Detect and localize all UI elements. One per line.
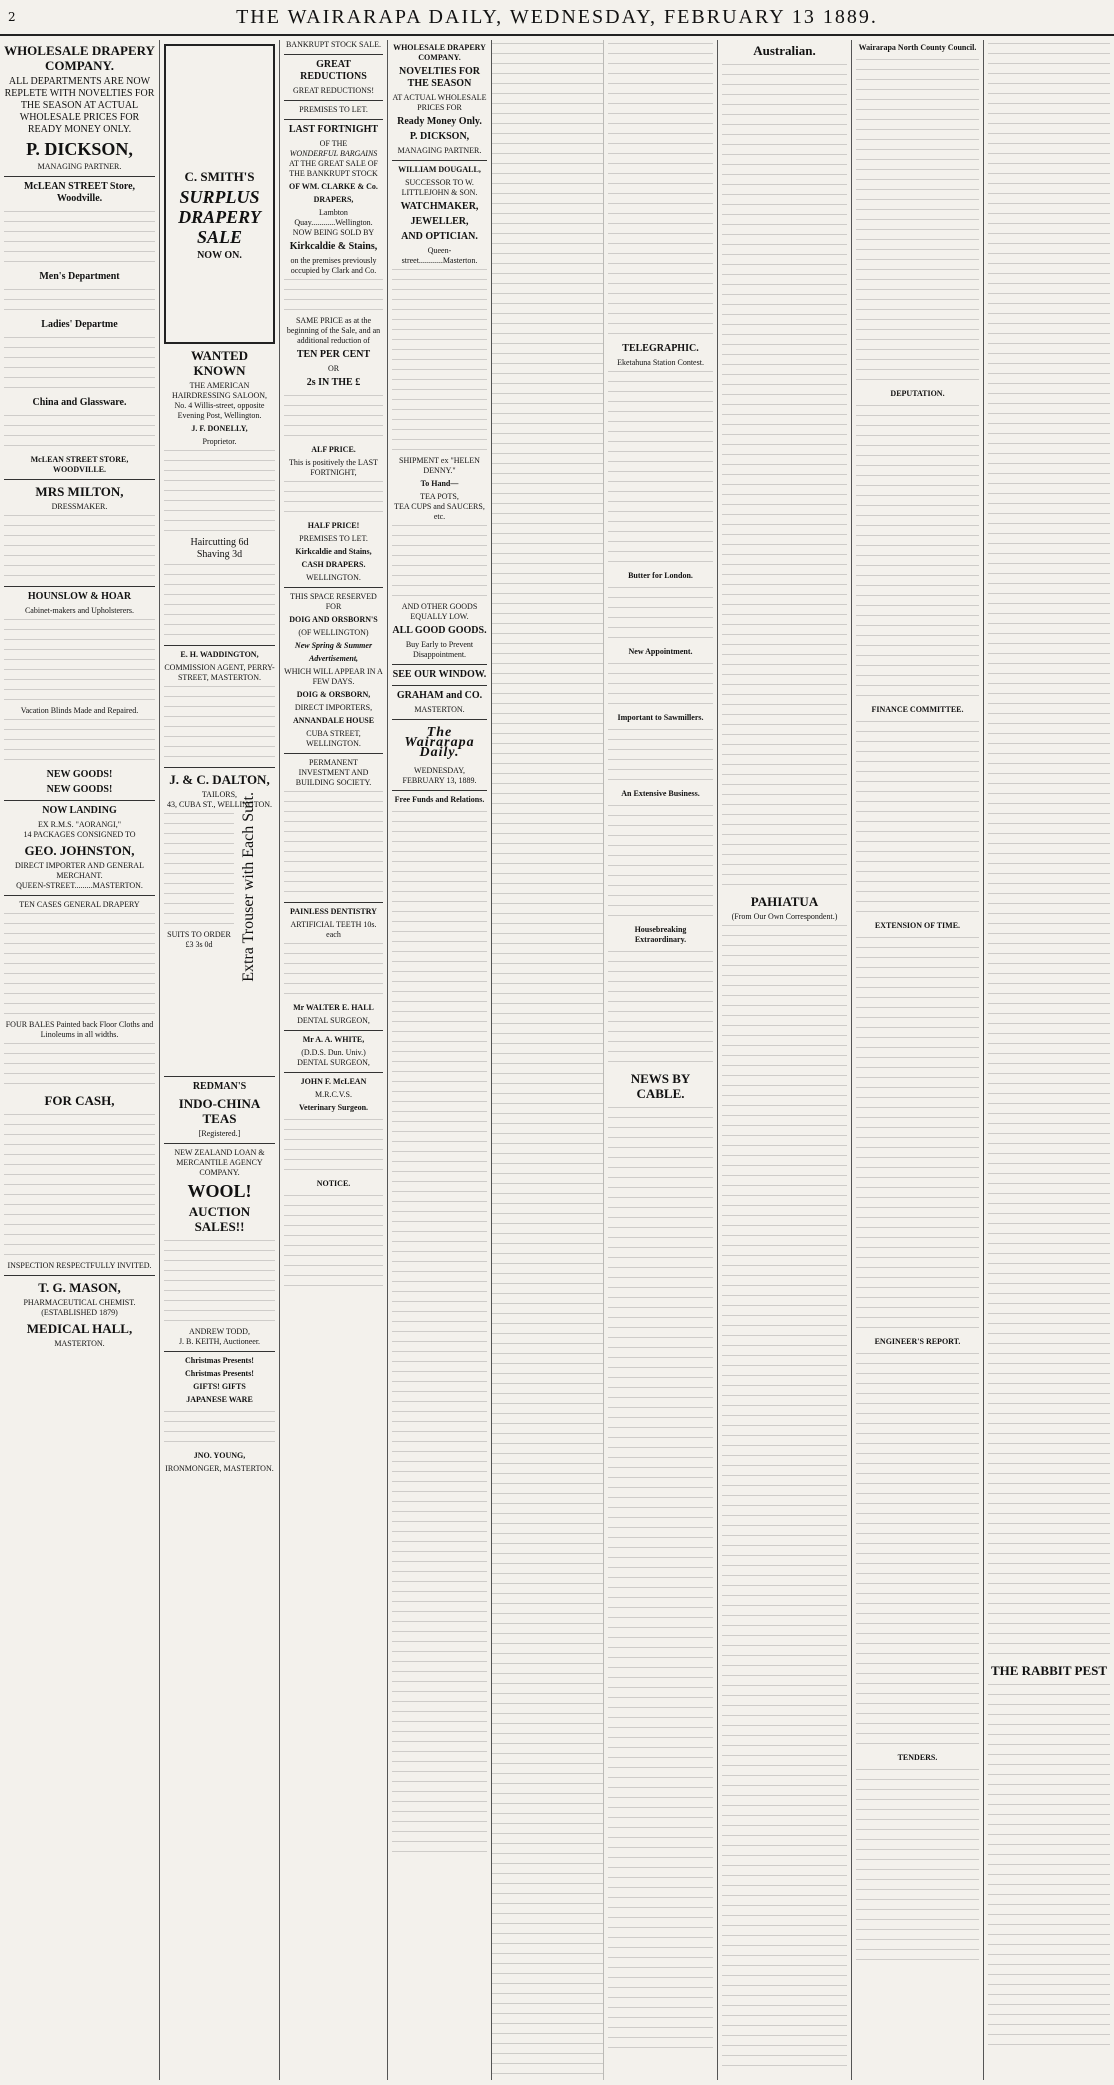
page-number: 2 <box>8 10 16 24</box>
extensive-business: An Extensive Business. <box>621 789 700 798</box>
mens-dept: Men's Department <box>39 271 120 282</box>
notice: NOTICE. <box>316 1179 351 1188</box>
proprietor: Proprietor. <box>202 437 237 446</box>
dalton-sub: TAILORS, <box>201 790 238 799</box>
aa-white: Mr A. A. WHITE, <box>302 1035 365 1044</box>
now-landing: NOW LANDING <box>42 805 117 816</box>
appear-few-days: WHICH WILL APPEAR IN A FEW DAYS. <box>284 667 383 686</box>
milton-name: MRS MILTON, <box>35 484 124 499</box>
mclean-store: McLEAN STREET Store, Woodville. <box>23 181 136 204</box>
wanted-known: WANTED KNOWN <box>190 348 249 378</box>
deputation: DEPUTATION. <box>890 389 945 398</box>
annandale: ANNANDALE HOUSE <box>292 716 375 725</box>
column-7 <box>718 40 852 2080</box>
mclean-store-2: McLEAN STREET STORE, WOODVILLE. <box>30 455 129 474</box>
mason-established: (ESTABLISHED 1879) <box>41 1308 118 1317</box>
space-reserved: THIS SPACE RESERVED FOR <box>290 592 377 611</box>
wholesale-intro: ALL DEPARTMENTS ARE NOW REPLETE WITH NOVELTIES FOR THE SEASON AT ACTUAL WHOLESALE PRICES FOR READY MONEY ONLY. <box>4 76 155 135</box>
free-funds: Free Funds and Relations. <box>394 795 485 804</box>
kirk-sub: on the premises previously occupied by Clark and Co. <box>290 256 377 275</box>
direct-importers: DIRECT IMPORTERS, <box>294 703 373 712</box>
all-good-goods: ALL GOOD GOODS. <box>392 625 487 636</box>
buy-early: Buy Early to Prevent Disappointment. <box>405 640 474 659</box>
see-window: SEE OUR WINDOW. <box>392 669 487 680</box>
china-heading: China and Glassware. <box>32 397 127 408</box>
masthead <box>0 0 1114 36</box>
for-cash: FOR CASH, <box>44 1093 115 1108</box>
great-reductions-2: GREAT REDUCTIONS! <box>293 86 374 95</box>
sawmillers: Important to Sawmillers. <box>617 713 704 722</box>
ready-money: Ready Money Only. <box>397 116 482 127</box>
andrew-todd: ANDREW TODD, <box>189 1327 250 1336</box>
medical-hall: MEDICAL HALL, <box>26 1321 133 1336</box>
keith: J. B. KEITH, Auctioneer. <box>178 1337 261 1346</box>
cash-drapers: CASH DRAPERS. <box>301 560 366 569</box>
newspaper-title: THE WAIRARAPA DAILY, WEDNESDAY, FEBRUARY 13 1889. <box>236 6 878 28</box>
clarke-co: OF WM. CLARKE & Co. <box>289 182 378 191</box>
hounslow-name: HOUNSLOW & HOAR <box>27 591 132 602</box>
now-on: NOW ON. <box>197 250 242 261</box>
wellington-2: WELLINGTON. <box>306 739 361 748</box>
doig-orsborn: DOIG AND ORSBORN'S <box>289 615 378 624</box>
doig-2: DOIG & ORSBORN, <box>296 690 371 699</box>
australian: Australian. <box>753 43 816 58</box>
wonderful-bargains: WONDERFUL BARGAINS <box>289 149 378 158</box>
johnston-name: GEO. JOHNSTON, <box>24 843 135 858</box>
of-the: OF THE <box>319 139 348 148</box>
xmas-2: Christmas Presents! <box>185 1369 254 1378</box>
new-goods-2: NEW GOODS! <box>46 784 113 795</box>
ship-name: EX R.M.S. "AORANGI," <box>38 820 121 829</box>
indo-china: INDO-CHINA TEAS <box>178 1096 261 1126</box>
engineers-report: ENGINEER'S REPORT. <box>874 1337 961 1346</box>
walter-hall: Mr WALTER E. HALL <box>293 1003 374 1012</box>
tea-pots: TEA POTS, <box>420 492 459 501</box>
nz-loan: NEW ZEALAND LOAN & MERCANTILE AGENCY COMPANY. <box>174 1148 265 1177</box>
at-great-sale: AT THE GREAT SALE OF THE BANKRUPT STOCK <box>289 159 378 178</box>
waddington-name: E. H. WADDINGTON, <box>180 650 259 659</box>
actual-wholesale: AT ACTUAL WHOLESALE PRICES FOR <box>392 93 487 112</box>
premises-to-let: PREMISES TO LET. <box>299 105 368 114</box>
wholesale-heading: WHOLESALE DRAPERY COMPANY. <box>4 43 155 73</box>
mason-name: T. G. MASON, <box>38 1280 121 1295</box>
county-council: Wairarapa North County Council. <box>858 43 977 52</box>
mclean-vet: JOHN F. McLEAN <box>300 1077 367 1086</box>
watchmaker: WATCHMAKER, <box>400 201 479 212</box>
kirkcaldie-2: Kirkcaldie and Stains, <box>295 547 372 556</box>
painless-dentistry: PAINLESS DENTISTRY <box>290 907 377 916</box>
tenders: TENDERS. <box>897 1753 938 1762</box>
column-5-text <box>492 40 604 2080</box>
dental-surgeon-1: DENTAL SURGEON, <box>297 1016 370 1025</box>
extra-trouser-vertical: Extra Trouser with Each Suit. <box>240 792 257 982</box>
new-goods-1: NEW GOODS! <box>46 769 113 780</box>
managing-partner-2: MANAGING PARTNER. <box>397 146 482 155</box>
novelties: NOVELTIES FOR THE SEASON <box>398 66 481 89</box>
alf-price: ALF PRICE. <box>311 445 356 454</box>
optician: AND OPTICIAN. <box>401 231 478 242</box>
pahiatua: PAHIATUA <box>750 894 819 909</box>
auction-sales: AUCTION SALES!! <box>188 1204 251 1234</box>
dalton-name: J. & C. DALTON, <box>169 772 270 787</box>
haircut-price: Haircutting 6d <box>190 537 249 548</box>
butter-london: Butter for London. <box>628 571 693 580</box>
other-goods: AND OTHER GOODS EQUALLY LOW. <box>401 602 478 621</box>
vacation-blinds: Vacation Blinds Made and Repaired. <box>20 706 139 715</box>
redman: REDMAN'S <box>192 1081 247 1092</box>
last-fortnight-2: This is positively the LAST FORTNIGHT, <box>289 458 378 477</box>
dalton-addr: 43, CUBA ST., WELLINGTON. <box>166 800 273 809</box>
premises-to-let-2: PREMISES TO LET. <box>299 534 368 543</box>
new-appointment: New Appointment. <box>628 647 693 656</box>
queen-street: QUEEN-STREET.........MASTERTON. <box>16 881 143 890</box>
surplus-sale: SURPLUS DRAPERY SALE <box>178 187 261 247</box>
same-price: SAME PRICE as at the beginning of the Sale, and an additional reduction of <box>286 316 381 345</box>
xmas-1: Christmas Presents! <box>185 1356 254 1365</box>
rabbit-pest: THE RABBIT PEST <box>990 1663 1108 1678</box>
cuba-street: CUBA STREET, <box>306 729 361 738</box>
pahiatua-sub: (From Our Own Correspondent.) <box>731 912 838 921</box>
mason-sub: PHARMACEUTICAL CHEMIST. <box>23 1298 136 1307</box>
column-4 <box>388 40 492 2080</box>
dental-surgeon-2: DENTAL SURGEON, <box>297 1058 370 1067</box>
milton-sub: DRESSMAKER. <box>51 502 108 511</box>
ironmonger: IRONMONGER, MASTERTON. <box>165 1464 274 1473</box>
aa-white-sub: (D.D.S. Dun. Univ.) <box>301 1048 366 1057</box>
last-fortnight: LAST FORTNIGHT <box>288 124 379 135</box>
half-price: HALF PRICE! <box>307 521 360 530</box>
gifts: GIFTS! GIFTS <box>193 1382 246 1391</box>
dickson-name: P. DICKSON, <box>26 139 133 159</box>
two-shillings: 2s IN THE £ <box>306 377 361 388</box>
of-wellington: (OF WELLINGTON) <box>298 628 369 637</box>
ladies-dept: Ladies' Departme <box>41 319 118 330</box>
column-8 <box>852 40 984 2080</box>
jno-young: JNO. YOUNG, <box>193 1451 246 1460</box>
jeweller: JEWELLER, <box>410 216 469 227</box>
dickson-2: P. DICKSON, <box>409 131 470 142</box>
amer-saloon: THE AMERICAN HAIRDRESSING SALOON, <box>171 381 268 400</box>
donelly-name: J. F. DONELLY, <box>191 424 248 433</box>
packages: 14 PACKAGES CONSIGNED TO <box>23 830 136 839</box>
ten-per-cent: TEN PER CENT <box>296 349 371 360</box>
graham-co: GRAHAM and CO. <box>396 690 483 701</box>
finance-committee: FINANCE COMMITTEE. <box>871 705 964 714</box>
indo-registered: [Registered.] <box>198 1129 241 1138</box>
drapers: DRAPERS, <box>313 195 354 204</box>
column-6 <box>604 40 718 2080</box>
election-contest: Eketahuna Station Contest. <box>617 358 704 367</box>
paper-flag: The Wairarapa Daily. <box>404 725 475 760</box>
vet-surgeon: Veterinary Surgeon. <box>298 1103 369 1112</box>
ten-cases: TEN CASES GENERAL DRAPERY <box>19 900 140 909</box>
tea-cups: TEA CUPS and SAUCERS, etc. <box>394 502 485 521</box>
wool: WOOL! <box>187 1181 252 1201</box>
medical-hall-sub: MASTERTON. <box>54 1339 105 1348</box>
waddington-sub: COMMISSION AGENT, PERRY-STREET, MASTERTON. <box>164 663 275 682</box>
advertisement: Advertisement, <box>308 654 359 663</box>
housebreaking: Housebreaking Extraordinary. <box>634 925 687 944</box>
permanent-investment: PERMANENT INVESTMENT AND BUILDING SOCIETY. <box>295 758 372 787</box>
johnston-sub: DIRECT IMPORTER AND GENERAL MERCHANT. <box>15 861 144 880</box>
wellington-1: WELLINGTON. <box>306 573 361 582</box>
telegraphic: TELEGRAPHIC. <box>622 343 699 354</box>
japanese-ware: JAPANESE WARE <box>186 1395 253 1404</box>
hounslow-sub: Cabinet-makers and Upholsterers. <box>24 606 135 615</box>
column-2 <box>160 40 280 2080</box>
kirkcaldie: Kirkcaldie & Stains, <box>289 241 378 252</box>
dickson-role: MANAGING PARTNER. <box>37 162 122 171</box>
or: OR <box>327 364 340 373</box>
shave-price: Shaving 3d <box>196 549 243 560</box>
suits-price: SUITS TO ORDER £3 3s 0d <box>167 930 231 949</box>
extension-time: EXTENSION OF TIME. <box>874 921 961 930</box>
now-sold-by: NOW BEING SOLD BY <box>292 228 375 237</box>
four-bales: FOUR BALES Painted back Floor Cloths and Linoleums in all widths. <box>5 1020 154 1039</box>
smith-name: C. SMITH'S <box>184 169 255 184</box>
queen-street-2: Queen-street............Masterton. <box>401 246 478 265</box>
lambton-quay: Lambton Quay............Wellington. <box>294 208 373 227</box>
column-3 <box>280 40 388 2080</box>
graham-sub: MASTERTON. <box>414 705 465 714</box>
inspection: INSPECTION RESPECTFULLY INVITED. <box>7 1261 152 1270</box>
mclean-sub: M.R.C.V.S. <box>315 1090 352 1099</box>
bankrupt-sale: BANKRUPT STOCK SALE. <box>285 40 382 49</box>
dougall: WILLIAM DOUGALL, <box>398 165 481 174</box>
shipment: SHIPMENT ex "HELEN DENNY." <box>399 456 480 475</box>
to-hand: To Hand— <box>420 479 459 488</box>
wholesale-2: WHOLESALE DRAPERY COMPANY. <box>393 43 486 62</box>
great-reductions: GREAT REDUCTIONS <box>300 59 367 82</box>
artificial-teeth: ARTIFICIAL TEETH 10s. each <box>290 920 377 939</box>
news-by-cable: NEWS BY CABLE. <box>630 1071 691 1101</box>
dougall-sub: SUCCESSOR TO W. LITTLEJOHN & SON. <box>401 178 478 197</box>
new-spring: New Spring & Summer <box>294 641 373 650</box>
column-9 <box>984 40 1114 2080</box>
flag-date: WEDNESDAY, FEBRUARY 13, 1889. <box>402 766 477 785</box>
column-1 <box>0 40 160 2080</box>
saloon-addr: No. 4 Willis-street, opposite Evening Post, Wellington. <box>174 401 265 420</box>
